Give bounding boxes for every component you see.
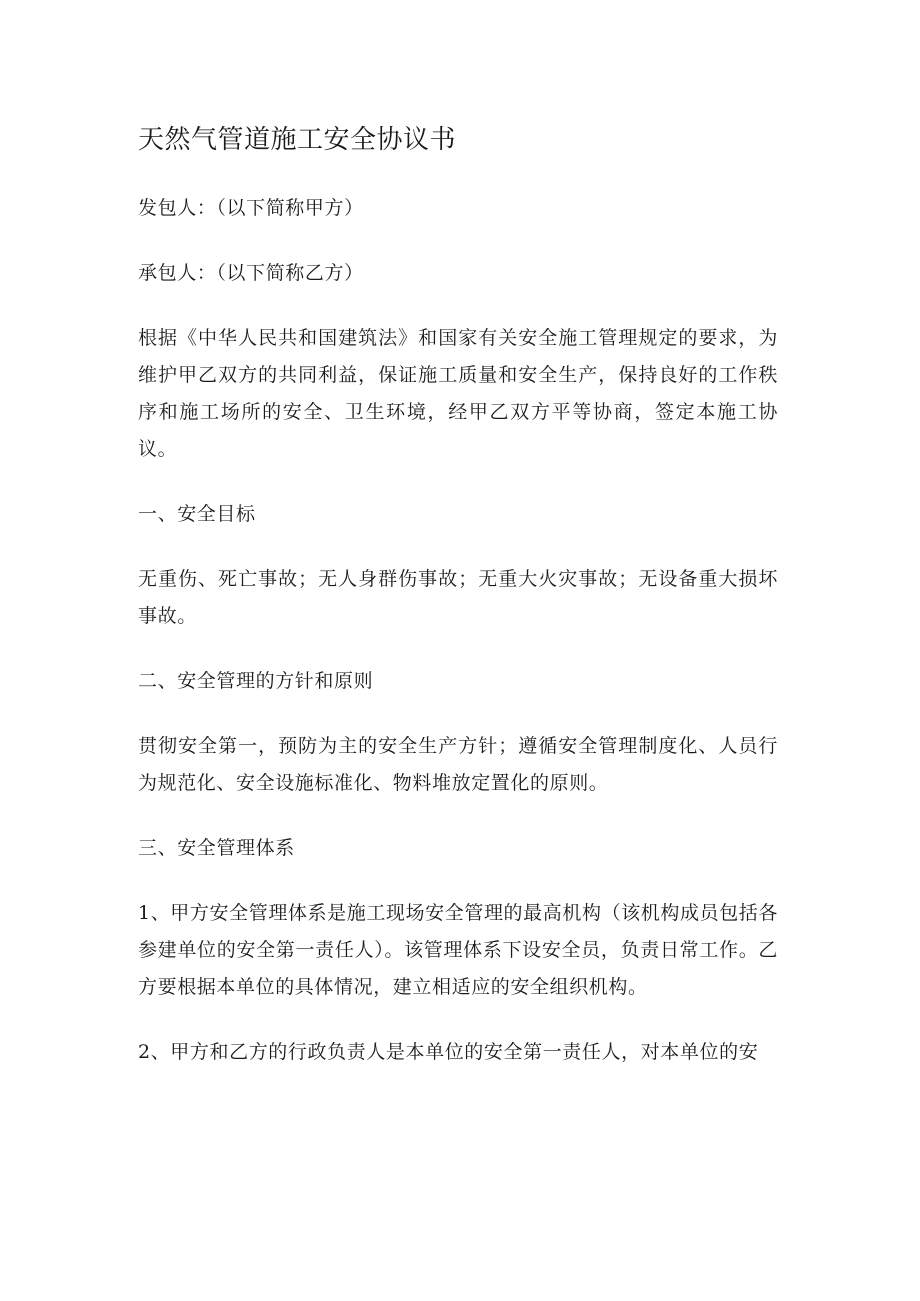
intro-paragraph: 根据《中华人民共和国建筑法》和国家有关安全施工管理规定的要求，为维护甲乙双方的共同利益，保证施工质量和安全生产，保持良好的工作秩序和施工场所的安全、卫生环境，经甲乙双方平等协商，签定本施工协议。 bbox=[138, 327, 778, 460]
party-a-line: 发包人：（以下简称甲方） bbox=[138, 197, 364, 219]
safety-goals-paragraph: 无重伤、死亡事故；无人身群伤事故；无重大火灾事故；无设备重大损坏事故。 bbox=[138, 568, 778, 627]
document-title: 天然气管道施工安全协议书 bbox=[138, 125, 457, 155]
section-heading-safety-goals: 一、安全目标 bbox=[138, 503, 256, 525]
party-b-line: 承包人：（以下简称乙方） bbox=[138, 262, 364, 284]
management-system-item-1: 1、甲方安全管理体系是施工现场安全管理的最高机构（该机构成员包括各参建单位的安全第一责任人）。该管理体系下设安全员，负责日常工作。乙方要根据本单位的具体情况，建立相适应的安全组织机构。 bbox=[138, 902, 778, 998]
section-heading-principles: 二、安全管理的方针和原则 bbox=[138, 670, 374, 692]
document-body bbox=[138, 122, 778, 1099]
principles-paragraph: 贯彻安全第一，预防为主的安全生产方针；遵循安全管理制度化、人员行为规范化、安全设施标准化、物料堆放定置化的原则。 bbox=[138, 735, 778, 794]
section-heading-management-system: 三、安全管理体系 bbox=[138, 837, 295, 859]
management-system-item-2: 2、甲方和乙方的行政负责人是本单位的安全第一责任人，对本单位的安 bbox=[138, 1041, 759, 1063]
